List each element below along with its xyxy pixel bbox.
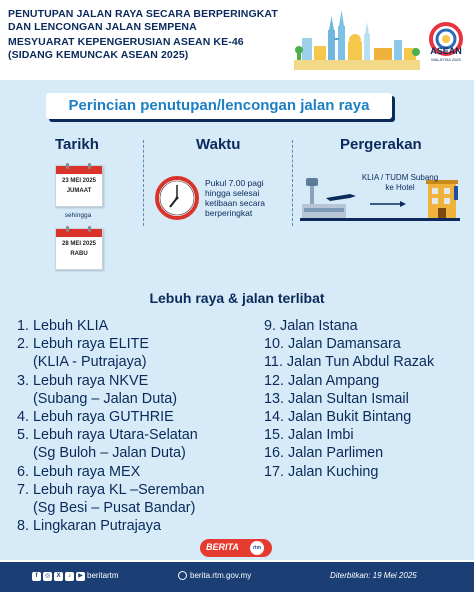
- list-item: 10. Jalan Damansara: [264, 336, 401, 353]
- list-item: 17. Jalan Kuching: [264, 463, 379, 480]
- footer: [0, 562, 474, 592]
- waktu-heading: Waktu: [196, 136, 241, 153]
- berita-logo-text: BERITA: [206, 542, 239, 552]
- start-date-calendar-icon: [55, 165, 103, 207]
- globe-icon: [178, 571, 187, 580]
- rtm-logo-icon: rtm: [250, 541, 264, 555]
- list-item: 6. Lebuh raya MEX: [17, 463, 141, 480]
- published-date: Diterbitkan: 19 Mei 2025: [330, 571, 417, 580]
- header-subtitle-line-2: (SIDANG KEMUNCAK ASEAN 2025): [8, 49, 189, 61]
- header-title-line-1: PENUTUPAN JALAN RAYA SECARA BERPERINGKAT: [8, 8, 278, 20]
- list-item: 15. Jalan Imbi: [264, 427, 354, 444]
- website-link[interactable]: berita.rtm.gov.my: [190, 571, 252, 580]
- list-item: (Subang – Jalan Duta): [17, 390, 177, 407]
- tarikh-heading: Tarikh: [55, 136, 99, 153]
- panel-title: Perincian penutupan/lencongan jalan raya: [68, 97, 370, 114]
- roads-list-right: [264, 317, 434, 481]
- end-date: 28 MEI 2025: [61, 241, 97, 247]
- header-subtitle-line-1: MESYUARAT KEPENGERUSIAN ASEAN KE-46: [8, 36, 244, 48]
- column-divider: [143, 140, 144, 226]
- kuala-lumpur-skyline-illustration: [294, 8, 420, 70]
- end-date-calendar-icon: [55, 228, 103, 270]
- list-item: 5. Lebuh raya Utara-Selatan: [17, 427, 198, 444]
- list-item: 2. Lebuh raya ELITE: [17, 336, 149, 353]
- waktu-description: [205, 178, 285, 218]
- list-item: 1. Lebuh KLIA: [17, 318, 109, 334]
- pergerakan-line-2: ke Hotel: [385, 183, 415, 192]
- waktu-line-4: berperingkat: [205, 208, 253, 218]
- roads-list-left: [17, 317, 204, 535]
- panel-title-box: [46, 93, 392, 119]
- list-item: 3. Lebuh raya NKVE: [17, 372, 149, 389]
- waktu-line-2: hingga selesai: [205, 188, 260, 198]
- x-icon[interactable]: X: [54, 572, 63, 581]
- list-item: 12. Jalan Ampang: [264, 372, 380, 389]
- social-handle[interactable]: beritartm: [87, 571, 119, 580]
- list-item: 11. Jalan Tun Abdul Razak: [264, 354, 435, 371]
- list-item: (Sg Buloh – Jalan Duta): [17, 445, 186, 462]
- clock-icon: [155, 176, 199, 220]
- pergerakan-line-1: KLIA / TUDM Subang: [361, 173, 439, 182]
- list-item: 8. Lingkaran Putrajaya: [17, 518, 161, 535]
- date-range-separator: sehingga: [64, 212, 92, 219]
- list-item: 7. Lebuh raya KL –Seremban: [17, 481, 205, 498]
- start-date: 23 MEI 2025: [61, 178, 97, 184]
- waktu-line-1: Pukul 7.00 pagi: [205, 178, 264, 188]
- list-item: 14. Jalan Bukit Bintang: [264, 409, 412, 426]
- asean-logo-subtext: MALAYSIA 2025: [431, 57, 461, 62]
- instagram-icon[interactable]: ◎: [44, 573, 51, 579]
- tiktok-icon[interactable]: ♪: [65, 572, 74, 581]
- berita-rtm-logo: [200, 539, 272, 557]
- list-item: 16. Jalan Parlimen: [264, 445, 384, 462]
- column-divider: [292, 140, 293, 226]
- list-item: 4. Lebuh raya GUTHRIE: [17, 409, 174, 426]
- waktu-line-3: ketibaan secara: [205, 198, 266, 208]
- header-title-line-2: DAN LENCONGAN JALAN SEMPENA: [8, 21, 197, 33]
- facebook-icon[interactable]: f: [32, 572, 41, 581]
- asean-logo-text: ASEAN: [430, 46, 462, 56]
- end-day: RABU: [70, 251, 88, 257]
- header: [0, 0, 474, 78]
- pergerakan-description: [360, 173, 440, 193]
- list-item: 9. Jalan Istana: [264, 318, 358, 334]
- youtube-icon[interactable]: ▶: [76, 572, 85, 581]
- roads-section-title: Lebuh raya & jalan terlibat: [149, 290, 325, 306]
- list-item: (KLIA - Putrajaya): [17, 354, 147, 371]
- list-item: (Sg Besi – Pusat Bandar): [17, 500, 196, 517]
- list-item: 13. Jalan Sultan Ismail: [264, 390, 409, 407]
- social-icons: [32, 572, 85, 581]
- pergerakan-heading: Pergerakan: [340, 136, 422, 153]
- start-day: JUMAAT: [66, 188, 92, 194]
